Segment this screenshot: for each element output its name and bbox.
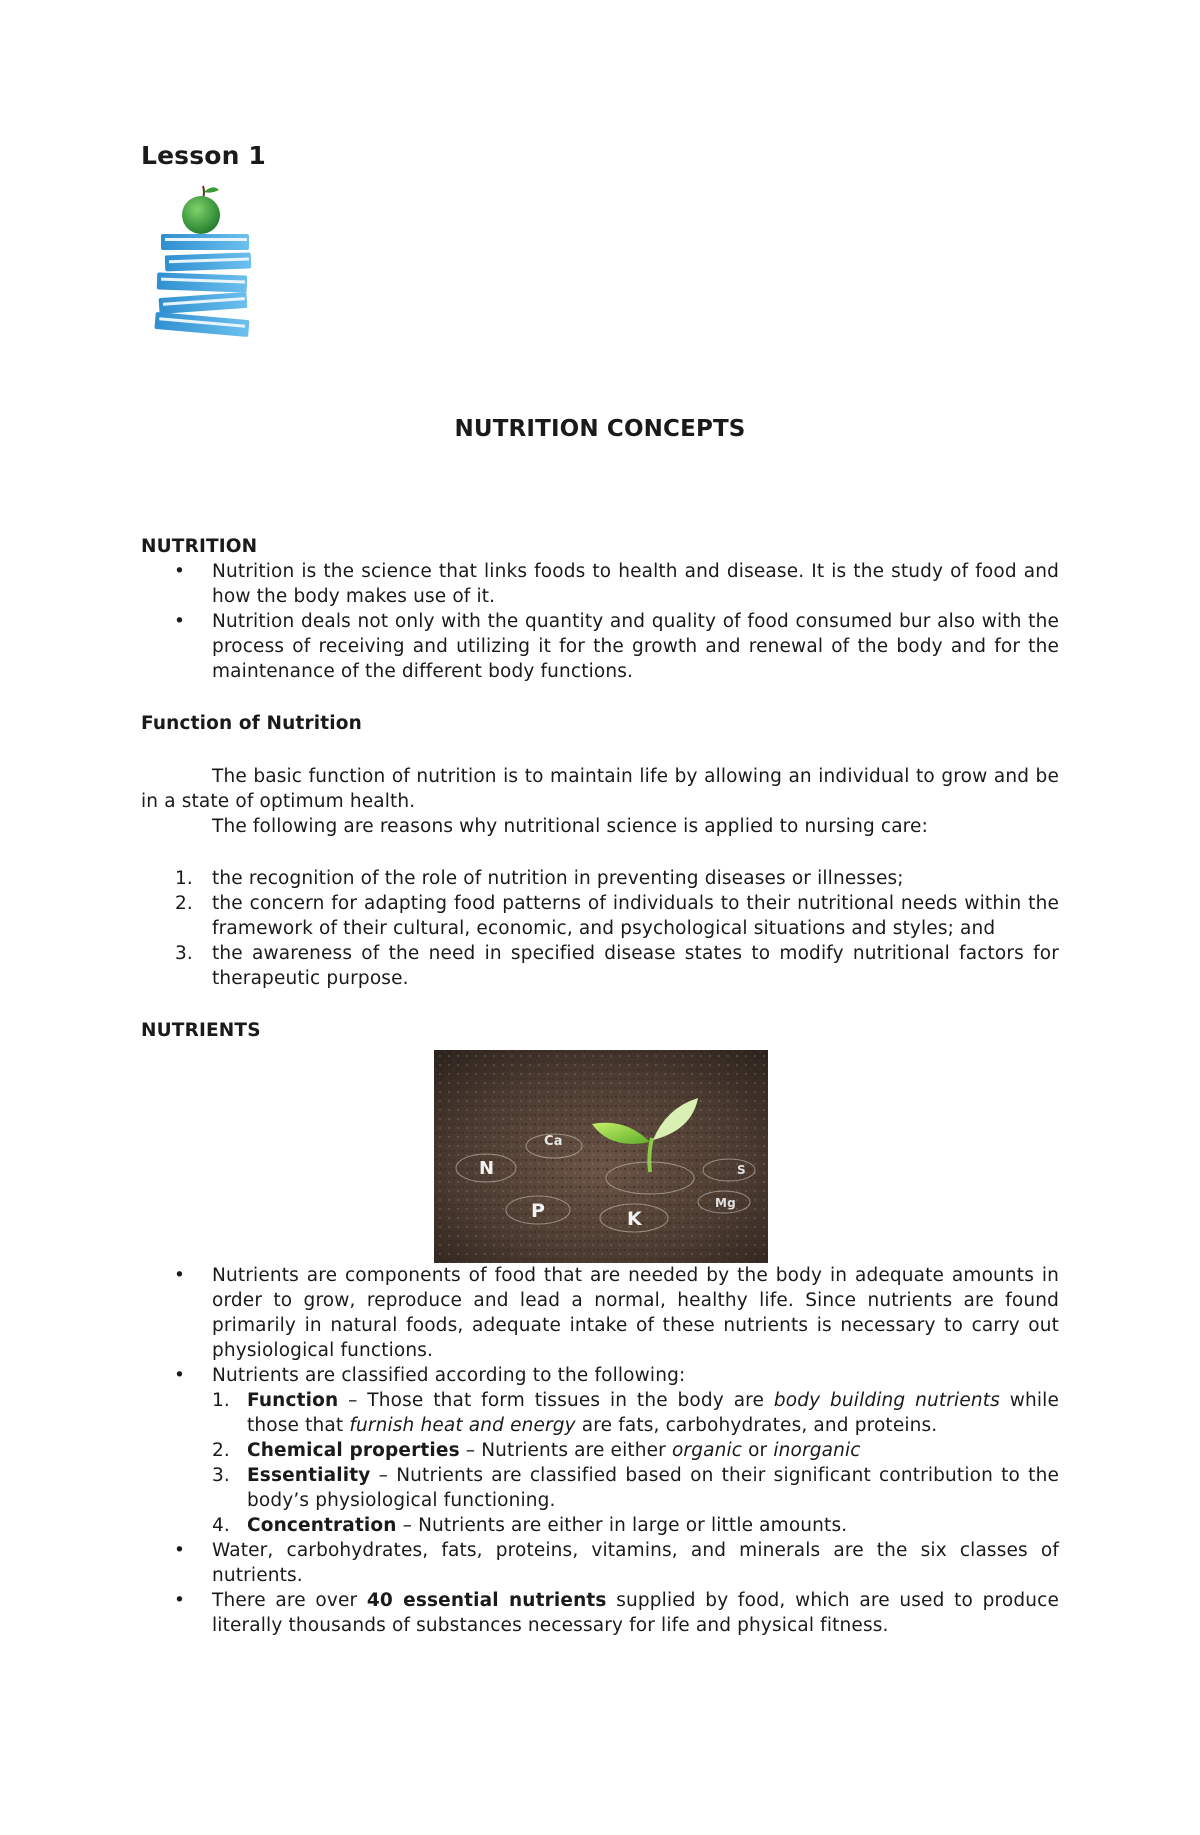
soil-seedling-image	[434, 1050, 768, 1263]
nutrient-label-n: N	[479, 1158, 495, 1179]
classification-italic: body building nutrients	[773, 1390, 1000, 1411]
list-number: 4.	[212, 1515, 230, 1536]
lesson-title: Lesson 1	[141, 141, 266, 170]
nutrients-bullet-list	[141, 1263, 1059, 1638]
list-number: 3.	[212, 1465, 230, 1486]
classification-text: or	[742, 1440, 774, 1461]
classification-term: Function	[247, 1390, 339, 1411]
classification-text: are fats, carbohydrates, and proteins.	[575, 1415, 938, 1436]
classification-text: – Those that form tissues in the body are	[338, 1390, 774, 1411]
essential-nutrients-count: 40 essential nutrients	[366, 1590, 607, 1611]
classification-term: Essentiality	[247, 1465, 371, 1486]
list-item-text: the awareness of the need in specified disease states to modify nutritional factors for therapeutic purpose.	[212, 943, 1059, 989]
list-item: • Water, carbohydrates, fats, proteins, vitamins, and minerals are the six classes of nutrients.	[141, 1538, 1059, 1588]
function-heading: Function of Nutrition	[141, 713, 362, 734]
list-number: 1.	[175, 868, 193, 889]
list-number: 3.	[175, 943, 193, 964]
list-item-text: the recognition of the role of nutrition in preventing diseases or illnesses;	[212, 868, 904, 889]
list-number: 1.	[212, 1390, 230, 1411]
list-item	[141, 1588, 1059, 1638]
nutrient-label-mg: Mg	[715, 1196, 736, 1210]
list-number: 2.	[175, 893, 193, 914]
list-item: • Nutrition deals not only with the quantity and quality of food consumed bur also with the process of receiving and utilizing it for the growth and renewal of the body and for the maintenance of the different body functions.	[141, 609, 1059, 684]
document-title: NUTRITION CONCEPTS	[454, 416, 746, 442]
classification-function	[212, 1388, 1059, 1438]
soil-seedling-photo	[434, 1050, 768, 1263]
list-item-text: Nutrients are classified according to the following:	[212, 1365, 686, 1386]
list-item	[141, 1363, 1059, 1538]
document-page	[141, 140, 1059, 1638]
list-item: • Nutrition is the science that links foods to health and disease. It is the study of food and how the body makes use of it.	[141, 559, 1059, 609]
classification-italic: furnish heat and energy	[349, 1415, 576, 1436]
nutrient-label-ca: Ca	[544, 1134, 563, 1149]
nutrients-heading: NUTRIENTS	[141, 1020, 261, 1041]
classification-essentiality	[212, 1463, 1059, 1513]
reasons-intro-paragraph: The following are reasons why nutritional science is applied to nursing care:	[212, 816, 928, 837]
list-item-text: supplied by food, which are used to produce literally thousands of substances necessary for life and physical fitness.	[212, 1590, 1059, 1636]
list-item-text: There are over	[212, 1590, 367, 1611]
list-item: • Nutrients are components of food that are needed by the body in adequate amounts in order to grow, reproduce and lead a normal, healthy life. Since nutrients are found primarily in natural foods, adequate intake of these nutrients is necessary to carry out physiological functions.	[141, 1263, 1059, 1363]
classification-italic: inorganic	[773, 1440, 861, 1461]
nutrition-heading: NUTRITION	[141, 536, 258, 557]
function-paragraph: The basic function of nutrition is to maintain life by allowing an individual to grow and be in a state of optimum health.	[141, 766, 1059, 812]
reasons-list	[141, 866, 1059, 991]
nutrient-label-s: S	[737, 1163, 746, 1177]
list-item-text: the concern for adapting food patterns of individuals to their nutritional needs within the framework of their cultural, economic, and psychological situations and styles; and	[212, 893, 1059, 939]
list-item	[141, 866, 1059, 891]
classification-chemical	[212, 1438, 1059, 1463]
list-item	[141, 941, 1059, 991]
books-apple-illustration	[145, 182, 257, 352]
classification-term: Concentration	[247, 1515, 397, 1536]
nutrition-bullet-list	[141, 559, 1059, 684]
classification-concentration	[212, 1513, 1059, 1538]
list-number: 2.	[212, 1440, 230, 1461]
classification-term: Chemical properties	[247, 1440, 460, 1461]
classification-text: while those that	[247, 1390, 1060, 1436]
classification-text: – Nutrients are classified based on their significant contribution to the body’s physiological functioning.	[247, 1465, 1059, 1511]
classification-text: – Nutrients are either in large or little amounts.	[396, 1515, 848, 1536]
classification-text: – Nutrients are either	[459, 1440, 672, 1461]
classification-list	[212, 1388, 1059, 1538]
nutrient-label-p: P	[531, 1200, 546, 1222]
list-item	[141, 891, 1059, 941]
nutrient-label-k: K	[627, 1208, 642, 1230]
classification-italic: organic	[671, 1440, 743, 1461]
